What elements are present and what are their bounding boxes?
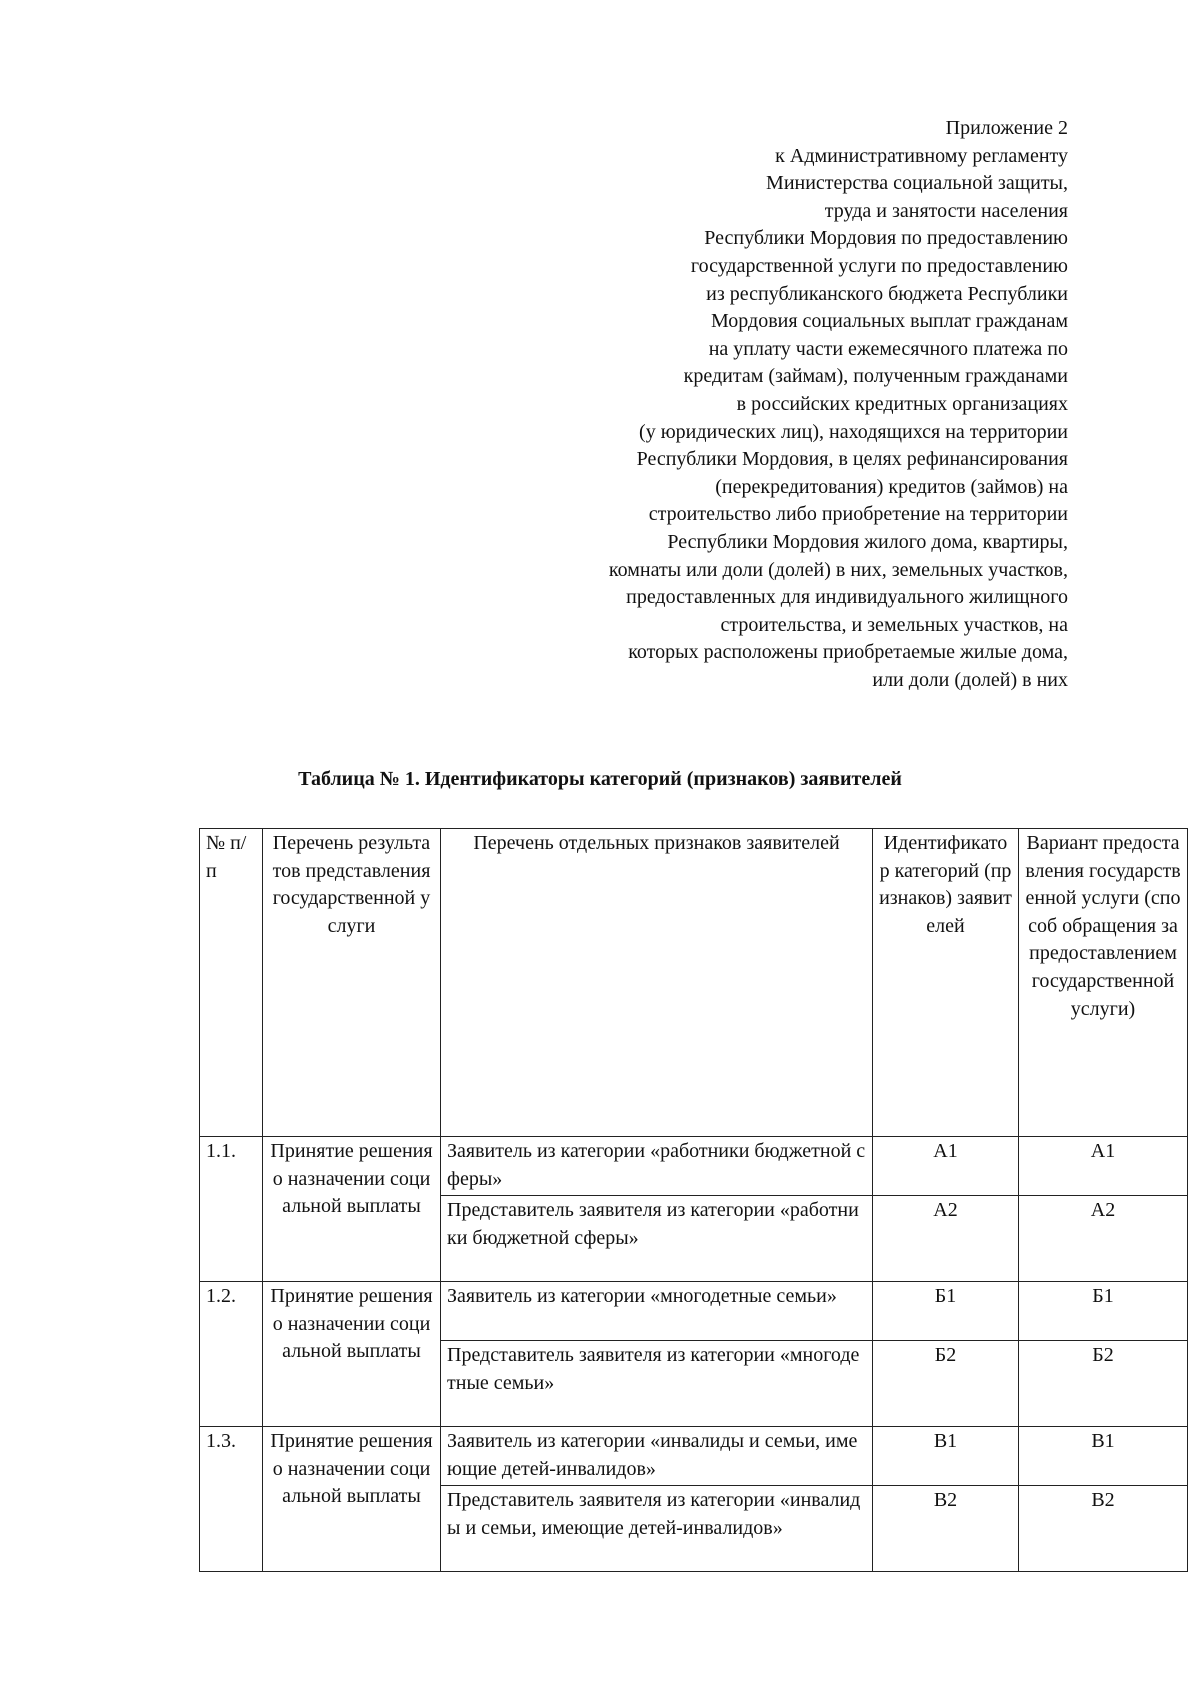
appendix-line: комнаты или доли (долей) в них, земельных участков, [608,558,1068,581]
appendix-line: к Административному регламенту [775,144,1068,167]
row-identifier: А1 [873,1137,1019,1196]
appendix-line: Мордовия социальных выплат гражданам [711,310,1068,333]
table-title: Таблица № 1. Идентификаторы категорий (признаков) заявителей [298,768,902,790]
row-identifier: Б1 [873,1282,1019,1341]
appendix-line: из республиканского бюджета Республики [706,282,1068,305]
row-identifier: В2 [873,1486,1019,1572]
appendix-line: Приложение 2 [945,117,1068,139]
row-sign: Заявитель из категории «многодетные семьи» [441,1282,873,1341]
appendix-line: (у юридических лиц), находящихся на территории [639,420,1068,443]
row-sign: Представитель заявителя из категории «многодетные семьи» [441,1341,873,1427]
appendix-line: Министерства социальной защиты, [766,172,1068,195]
header-variant: Вариант предоставления государственной услуги (способ обращения за предоставлением государственной услуги) [1019,829,1188,1137]
appendix-line: или доли (долей) в них [872,668,1068,691]
row-variant: В1 [1019,1427,1188,1486]
row-variant: Б2 [1019,1341,1188,1427]
row-num: 1.3. [200,1427,263,1572]
identifiers-table [199,828,1188,1572]
appendix-line: в российских кредитных организациях [736,392,1068,415]
row-sign: Заявитель из категории «инвалиды и семьи, имеющие детей-инвалидов» [441,1427,873,1486]
header-signs: Перечень отдельных признаков заявителей [441,829,873,1137]
row-identifier: А2 [873,1196,1019,1282]
appendix-line: Республики Мордовия, в целях рефинансирования [636,448,1068,471]
header-identifier: Идентификатор категорий (признаков) заявителей [873,829,1019,1137]
appendix-line: кредитам (займам), полученным гражданами [683,365,1068,388]
table-row [200,1427,1188,1486]
header-num: № п/п [200,829,263,1137]
row-sign: Представитель заявителя из категории «работники бюджетной сферы» [441,1196,873,1282]
appendix-line: строительство либо приобретение на территории [648,503,1068,526]
row-variant: А2 [1019,1196,1188,1282]
appendix-line: которых расположены приобретаемые жилые дома, [628,641,1068,664]
appendix-line: государственной услуги по предоставлению [690,254,1068,277]
row-variant: А1 [1019,1137,1188,1196]
row-num: 1.1. [200,1137,263,1282]
row-num: 1.2. [200,1282,263,1427]
row-variant: Б1 [1019,1282,1188,1341]
row-result: Принятие решения о назначении социальной выплаты [263,1137,441,1282]
appendix-line: Республики Мордовия жилого дома, квартиры, [667,530,1068,553]
appendix-line: Республики Мордовия по предоставлению [704,227,1068,250]
appendix-line: строительства, и земельных участков, на [720,613,1068,636]
appendix-line: труда и занятости населения [824,199,1068,222]
table-header-row [200,829,1188,1137]
appendix-line: (перекредитования) кредитов (займов) на [715,475,1068,498]
row-result: Принятие решения о назначении социальной выплаты [263,1427,441,1572]
row-result: Принятие решения о назначении социальной выплаты [263,1282,441,1427]
row-identifier: Б2 [873,1341,1019,1427]
table-row [200,1282,1188,1341]
header-results: Перечень результатов представления государственной услуги [263,829,441,1137]
row-sign: Заявитель из категории «работники бюджетной сферы» [441,1137,873,1196]
table-row [200,1137,1188,1196]
appendix-line: на уплату части ежемесячного платежа по [708,337,1068,360]
row-identifier: В1 [873,1427,1019,1486]
appendix-line: предоставленных для индивидуального жилищного [626,586,1068,609]
appendix-header [448,115,1068,694]
row-variant: В2 [1019,1486,1188,1572]
row-sign: Представитель заявителя из категории «инвалиды и семьи, имеющие детей-инвалидов» [441,1486,873,1572]
